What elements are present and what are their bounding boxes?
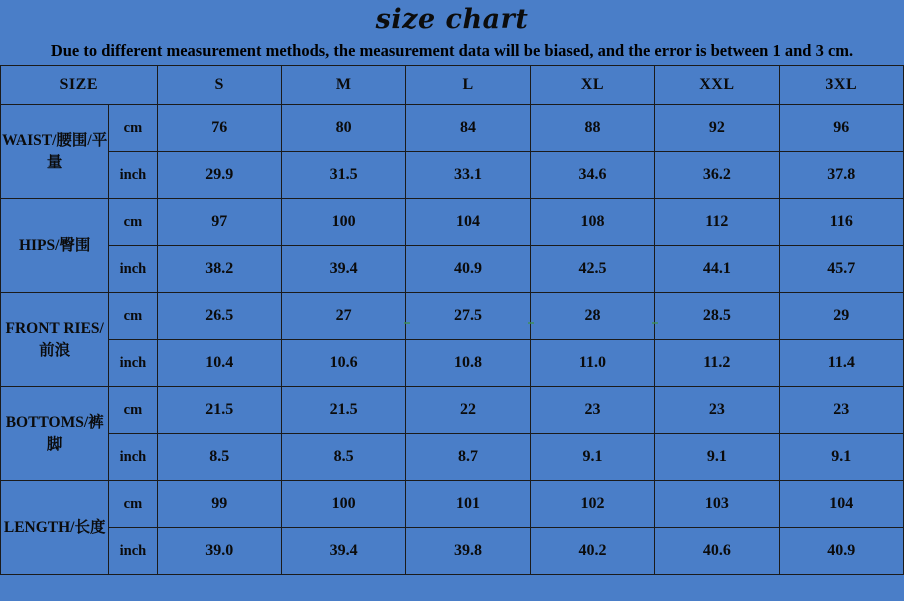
cell-value: 11.2 [655, 340, 779, 387]
cell-value: 36.2 [655, 152, 779, 199]
cell-value: 33.1 [406, 152, 530, 199]
cell-value: 23 [779, 387, 903, 434]
cell-value: 21.5 [157, 387, 281, 434]
cell-value: 26.5 [157, 293, 281, 340]
cell-value: 38.2 [157, 246, 281, 293]
cell-value: 108 [530, 199, 654, 246]
cell-value: 23 [655, 387, 779, 434]
cell-value: 28.5 [655, 293, 779, 340]
unit-cell-inch: inch [109, 340, 157, 387]
cell-value: 10.6 [281, 340, 405, 387]
table-row [1, 528, 904, 575]
cell-value: 112 [655, 199, 779, 246]
cell-value: 11.4 [779, 340, 903, 387]
cell-value: 103 [655, 481, 779, 528]
cell-value: 40.9 [779, 528, 903, 575]
cell-value: 9.1 [655, 434, 779, 481]
column-header-s: S [157, 66, 281, 105]
cell-value: 76 [157, 105, 281, 152]
cell-value: 44.1 [655, 246, 779, 293]
table-row [1, 387, 904, 434]
cell-value: 39.8 [406, 528, 530, 575]
row-label-front-ries: FRONT RIES/前浪 [1, 293, 109, 387]
cell-value: 27 [281, 293, 405, 340]
cell-value: 39.0 [157, 528, 281, 575]
unit-cell-cm: cm [109, 481, 157, 528]
cell-value: 9.1 [530, 434, 654, 481]
row-label-length: LENGTH/长度 [1, 481, 109, 575]
unit-cell-cm: cm [109, 105, 157, 152]
cell-value: 10.4 [157, 340, 281, 387]
cell-value: 100 [281, 481, 405, 528]
size-chart-table [0, 65, 904, 575]
table-row [1, 105, 904, 152]
cell-value: 28 [530, 293, 654, 340]
tick-mark [652, 322, 658, 324]
table-row [1, 246, 904, 293]
table-row [1, 199, 904, 246]
measurement-note: Due to different measurement methods, the measurement data will be biased, and the error is between 1 and 3 cm. [50, 41, 854, 60]
cell-value: 96 [779, 105, 903, 152]
table-row [1, 434, 904, 481]
column-header-3xl: 3XL [779, 66, 903, 105]
unit-cell-inch: inch [109, 246, 157, 293]
row-label-hips: HIPS/臀围 [1, 199, 109, 293]
tick-mark [528, 322, 534, 324]
cell-value: 29.9 [157, 152, 281, 199]
cell-value: 39.4 [281, 246, 405, 293]
unit-cell-cm: cm [109, 199, 157, 246]
table-header-row [1, 66, 904, 105]
cell-value: 104 [406, 199, 530, 246]
table-row [1, 293, 904, 340]
cell-value: 23 [530, 387, 654, 434]
cell-value: 104 [779, 481, 903, 528]
cell-value: 22 [406, 387, 530, 434]
table-row [1, 340, 904, 387]
cell-value: 8.5 [157, 434, 281, 481]
cell-value: 8.5 [281, 434, 405, 481]
cell-value: 40.9 [406, 246, 530, 293]
cell-value: 97 [157, 199, 281, 246]
cell-value: 40.2 [530, 528, 654, 575]
cell-value: 34.6 [530, 152, 654, 199]
unit-cell-inch: inch [109, 434, 157, 481]
tick-mark [404, 322, 410, 324]
unit-cell-inch: inch [109, 528, 157, 575]
cell-value: 102 [530, 481, 654, 528]
cell-value: 92 [655, 105, 779, 152]
table-row [1, 481, 904, 528]
row-label-waist: WAIST/腰围/平量 [1, 105, 109, 199]
cell-value: 29 [779, 293, 903, 340]
unit-cell-cm: cm [109, 387, 157, 434]
cell-value: 31.5 [281, 152, 405, 199]
cell-value: 9.1 [779, 434, 903, 481]
column-header-l: L [406, 66, 530, 105]
column-header-m: M [281, 66, 405, 105]
page-title: size chart [375, 4, 529, 35]
table-row [1, 152, 904, 199]
cell-value: 37.8 [779, 152, 903, 199]
cell-value: 40.6 [655, 528, 779, 575]
cell-value: 99 [157, 481, 281, 528]
cell-value: 84 [406, 105, 530, 152]
column-header-size: SIZE [1, 66, 158, 105]
cell-value: 100 [281, 199, 405, 246]
cell-value: 11.0 [530, 340, 654, 387]
cell-value: 42.5 [530, 246, 654, 293]
row-label-bottoms: BOTTOMS/裤脚 [1, 387, 109, 481]
cell-value: 116 [779, 199, 903, 246]
cell-value: 101 [406, 481, 530, 528]
cell-value: 8.7 [406, 434, 530, 481]
cell-value: 27.5 [406, 293, 530, 340]
unit-cell-inch: inch [109, 152, 157, 199]
cell-value: 80 [281, 105, 405, 152]
cell-value: 45.7 [779, 246, 903, 293]
cell-value: 21.5 [281, 387, 405, 434]
cell-value: 88 [530, 105, 654, 152]
column-header-xl: XL [530, 66, 654, 105]
column-header-xxl: XXL [655, 66, 779, 105]
cell-value: 10.8 [406, 340, 530, 387]
unit-cell-cm: cm [109, 293, 157, 340]
cell-value: 39.4 [281, 528, 405, 575]
